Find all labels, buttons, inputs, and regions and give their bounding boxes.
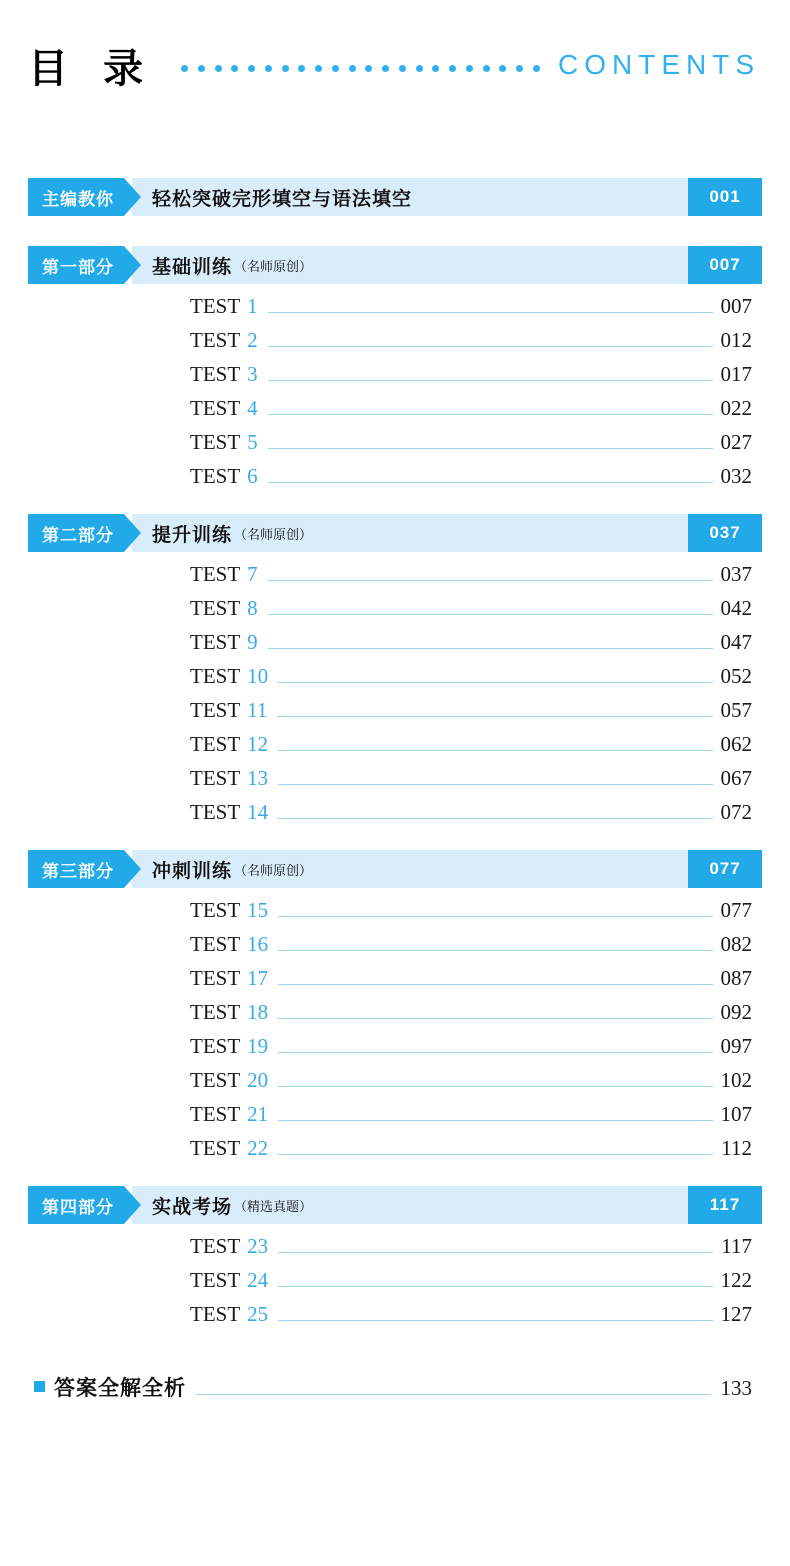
header-dot bbox=[516, 65, 523, 72]
toc-entry-leader bbox=[278, 682, 712, 683]
toc-entry-leader bbox=[278, 1320, 712, 1321]
toc-entry[interactable] bbox=[28, 630, 762, 664]
page-title: 目 录 bbox=[28, 46, 156, 91]
toc-entry-number: 7 bbox=[247, 562, 258, 586]
toc-entry-number: 6 bbox=[247, 464, 258, 488]
toc-entry-leader bbox=[268, 346, 713, 347]
section-banner-arrow bbox=[124, 850, 141, 888]
toc-entry-number: 1 bbox=[247, 294, 258, 318]
toc-entry-number: 13 bbox=[247, 766, 269, 790]
toc-entry[interactable] bbox=[28, 1136, 762, 1170]
section-entry-list bbox=[28, 888, 762, 1172]
toc-entry-page: 032 bbox=[720, 464, 752, 488]
toc-entry-number: 15 bbox=[247, 898, 269, 922]
toc-entry-page: 097 bbox=[720, 1034, 752, 1058]
toc-entry-page: 027 bbox=[720, 430, 752, 454]
toc-entry[interactable] bbox=[28, 596, 762, 630]
toc-entry-page: 107 bbox=[720, 1102, 752, 1126]
toc-entry-page: 012 bbox=[720, 328, 752, 352]
section-banner-body bbox=[132, 514, 688, 552]
toc-entry-number: 3 bbox=[247, 362, 258, 386]
section-banner-body bbox=[132, 850, 688, 888]
intro-banner-page: 001 bbox=[688, 178, 762, 216]
toc-entry-number: 16 bbox=[247, 932, 269, 956]
intro-banner[interactable] bbox=[28, 178, 762, 216]
toc-entry-page: 072 bbox=[720, 800, 752, 824]
section-banner-tag: 第三部分 bbox=[28, 850, 124, 888]
toc-entry-number: 19 bbox=[247, 1034, 269, 1058]
header-dot bbox=[181, 65, 188, 72]
toc-entry-leader bbox=[278, 1018, 712, 1019]
toc-entry-label: TEST bbox=[190, 800, 241, 824]
header-dot bbox=[349, 65, 356, 72]
section-banner-sub: （精选真题） bbox=[234, 1198, 313, 1214]
header-dot bbox=[382, 65, 389, 72]
toc-entry-label: TEST bbox=[190, 766, 241, 790]
header-dot bbox=[298, 65, 305, 72]
toc-entry-number: 11 bbox=[247, 698, 268, 722]
toc-entry-label: TEST bbox=[190, 630, 241, 654]
toc-entry-label: TEST bbox=[190, 596, 241, 620]
spacer bbox=[28, 216, 762, 246]
toc-entry-leader bbox=[268, 448, 713, 449]
toc-entry[interactable] bbox=[28, 1068, 762, 1102]
toc-entry[interactable] bbox=[28, 698, 762, 732]
toc-entry-label: TEST bbox=[190, 1102, 241, 1126]
toc-entry-label: TEST bbox=[190, 1302, 241, 1326]
toc-entry-label: TEST bbox=[190, 1034, 241, 1058]
section-banner-title: 提升训练 bbox=[152, 524, 233, 546]
section-banner-body bbox=[132, 1186, 688, 1224]
toc-entry[interactable] bbox=[28, 966, 762, 1000]
header-dot bbox=[231, 65, 238, 72]
toc-entry[interactable] bbox=[28, 932, 762, 966]
toc-entry-page: 127 bbox=[720, 1302, 752, 1326]
toc-entry[interactable] bbox=[28, 1268, 762, 1302]
intro-banner-title: 轻松突破完形填空与语法填空 bbox=[152, 188, 413, 210]
header-dot bbox=[533, 65, 540, 72]
toc-entry[interactable] bbox=[28, 1034, 762, 1068]
toc-entry-page: 102 bbox=[720, 1068, 752, 1092]
header-dot bbox=[483, 65, 490, 72]
toc-entry-page: 077 bbox=[720, 898, 752, 922]
toc-entry[interactable] bbox=[28, 1302, 762, 1336]
toc-entry-page: 082 bbox=[720, 932, 752, 956]
toc-entry-leader bbox=[278, 984, 712, 985]
toc-entry[interactable] bbox=[28, 464, 762, 498]
answers-entry-page: 133 bbox=[720, 1376, 752, 1400]
sections-container bbox=[28, 246, 762, 1344]
toc-entry[interactable] bbox=[28, 1000, 762, 1034]
section-banner-page: 037 bbox=[688, 514, 762, 552]
toc-entry-number: 23 bbox=[247, 1234, 269, 1258]
toc-entry-label: TEST bbox=[190, 698, 241, 722]
toc-entry-label: TEST bbox=[190, 562, 241, 586]
section-banner-body bbox=[132, 246, 688, 284]
toc-entry[interactable] bbox=[28, 362, 762, 396]
toc-entry-number: 8 bbox=[247, 596, 258, 620]
spacer bbox=[28, 836, 762, 850]
toc-entry-leader bbox=[278, 818, 712, 819]
page-header bbox=[0, 0, 790, 110]
header-dot bbox=[399, 65, 406, 72]
header-dot bbox=[248, 65, 255, 72]
square-bullet-icon bbox=[34, 1381, 45, 1392]
page-title-en: CONTENTS bbox=[558, 49, 760, 80]
toc-entry-leader bbox=[278, 916, 712, 917]
toc-entry-leader bbox=[278, 1120, 712, 1121]
toc-entry-leader bbox=[278, 1252, 713, 1253]
section-entry-list bbox=[28, 284, 762, 500]
intro-banner-body bbox=[132, 178, 688, 216]
toc-entry-number: 21 bbox=[247, 1102, 269, 1126]
toc-entry-label: TEST bbox=[190, 430, 241, 454]
header-dot bbox=[466, 65, 473, 72]
toc-entry-page: 017 bbox=[720, 362, 752, 386]
toc-entry-label: TEST bbox=[190, 1068, 241, 1092]
toc-entry[interactable] bbox=[28, 766, 762, 800]
toc-entry[interactable] bbox=[28, 430, 762, 464]
toc-entry-page: 022 bbox=[720, 396, 752, 420]
toc-entry[interactable] bbox=[28, 396, 762, 430]
section-banner-page: 117 bbox=[688, 1186, 762, 1224]
toc-entry-label: TEST bbox=[190, 932, 241, 956]
toc-entry-number: 14 bbox=[247, 800, 269, 824]
header-dot-rule bbox=[181, 59, 540, 72]
toc-entry[interactable] bbox=[28, 664, 762, 698]
header-dot bbox=[315, 65, 322, 72]
toc-entry[interactable] bbox=[28, 732, 762, 766]
toc-entry-number: 2 bbox=[247, 328, 258, 352]
section-banner-arrow bbox=[124, 514, 141, 552]
toc-entry-label: TEST bbox=[190, 328, 241, 352]
toc-entry-leader bbox=[278, 1154, 713, 1155]
toc-entry-page: 117 bbox=[721, 1234, 752, 1258]
intro-banner-tag: 主编教你 bbox=[28, 178, 124, 216]
toc-entry[interactable] bbox=[28, 328, 762, 362]
section-banner-arrow bbox=[124, 246, 141, 284]
spacer bbox=[28, 1172, 762, 1186]
toc-entry-page: 057 bbox=[720, 698, 752, 722]
toc-entry-leader bbox=[278, 750, 712, 751]
section-banner[interactable] bbox=[28, 514, 762, 552]
answers-entry[interactable] bbox=[28, 1344, 762, 1402]
toc-entry-label: TEST bbox=[190, 1136, 241, 1160]
toc-entry[interactable] bbox=[28, 1234, 762, 1268]
toc-entry-label: TEST bbox=[190, 464, 241, 488]
header-dot bbox=[449, 65, 456, 72]
toc-entry[interactable] bbox=[28, 1102, 762, 1136]
toc-entry-page: 007 bbox=[720, 294, 752, 318]
toc-entry-leader bbox=[268, 312, 713, 313]
toc-entry-number: 4 bbox=[247, 396, 258, 420]
toc-entry-page: 092 bbox=[720, 1000, 752, 1024]
toc-entry-number: 9 bbox=[247, 630, 258, 654]
toc-entry-number: 24 bbox=[247, 1268, 269, 1292]
section-banner-sub: （名师原创） bbox=[234, 258, 313, 274]
section-banner-title: 基础训练 bbox=[152, 256, 233, 278]
toc-entry[interactable] bbox=[28, 898, 762, 932]
toc-entry-label: TEST bbox=[190, 732, 241, 756]
section-banner-tag: 第四部分 bbox=[28, 1186, 124, 1224]
section-banner[interactable] bbox=[28, 246, 762, 284]
spacer bbox=[28, 500, 762, 514]
section-banner[interactable] bbox=[28, 850, 762, 888]
toc-entry-leader bbox=[278, 1086, 712, 1087]
header-dot bbox=[265, 65, 272, 72]
intro-banner-arrow bbox=[124, 178, 141, 216]
toc-entry-page: 052 bbox=[720, 664, 752, 688]
header-dot bbox=[432, 65, 439, 72]
toc-entry-number: 5 bbox=[247, 430, 258, 454]
header-dot bbox=[215, 65, 222, 72]
toc-entry-label: TEST bbox=[190, 966, 241, 990]
toc-entry-page: 087 bbox=[720, 966, 752, 990]
section-banner-tag: 第一部分 bbox=[28, 246, 124, 284]
toc-entry-leader bbox=[268, 482, 713, 483]
section-banner-arrow bbox=[124, 1186, 141, 1224]
toc-entry-page: 122 bbox=[720, 1268, 752, 1292]
section-entry-list bbox=[28, 552, 762, 836]
toc-entry-leader bbox=[268, 614, 713, 615]
section-entry-list bbox=[28, 1224, 762, 1338]
section-banner-tag: 第二部分 bbox=[28, 514, 124, 552]
header-dot bbox=[282, 65, 289, 72]
toc-entry-label: TEST bbox=[190, 1000, 241, 1024]
toc-entry-leader bbox=[268, 414, 713, 415]
answers-entry-label: 答案全解全析 bbox=[54, 1377, 186, 1400]
toc-entry-leader bbox=[278, 950, 712, 951]
section-banner-page: 007 bbox=[688, 246, 762, 284]
toc-entry-page: 047 bbox=[720, 630, 752, 654]
toc-entry-number: 17 bbox=[247, 966, 269, 990]
section-banner[interactable] bbox=[28, 1186, 762, 1224]
header-dot bbox=[499, 65, 506, 72]
toc-entry-label: TEST bbox=[190, 664, 241, 688]
toc-content bbox=[0, 110, 790, 1402]
header-dot bbox=[198, 65, 205, 72]
toc-entry-leader bbox=[268, 380, 713, 381]
section-banner-sub: （名师原创） bbox=[234, 526, 313, 542]
toc-entry[interactable] bbox=[28, 562, 762, 596]
header-dot bbox=[416, 65, 423, 72]
toc-entry[interactable] bbox=[28, 800, 762, 834]
section-banner-title: 实战考场 bbox=[152, 1196, 233, 1218]
toc-entry-number: 12 bbox=[247, 732, 269, 756]
toc-entry-leader bbox=[268, 648, 713, 649]
toc-entry-label: TEST bbox=[190, 396, 241, 420]
toc-entry-label: TEST bbox=[190, 362, 241, 386]
header-dot bbox=[332, 65, 339, 72]
toc-entry[interactable] bbox=[28, 294, 762, 328]
section-banner-sub: （名师原创） bbox=[234, 862, 313, 878]
toc-entry-page: 062 bbox=[720, 732, 752, 756]
toc-entry-number: 20 bbox=[247, 1068, 269, 1092]
toc-entry-leader bbox=[277, 716, 712, 717]
answers-entry-leader bbox=[196, 1394, 711, 1395]
toc-entry-number: 22 bbox=[247, 1136, 269, 1160]
section-banner-title: 冲刺训练 bbox=[152, 860, 233, 882]
toc-entry-number: 25 bbox=[247, 1302, 269, 1326]
toc-entry-page: 042 bbox=[720, 596, 752, 620]
toc-entry-number: 18 bbox=[247, 1000, 269, 1024]
header-dot bbox=[365, 65, 372, 72]
toc-entry-page: 112 bbox=[721, 1136, 752, 1160]
toc-entry-leader bbox=[278, 784, 712, 785]
toc-entry-leader bbox=[268, 580, 713, 581]
toc-entry-label: TEST bbox=[190, 1268, 241, 1292]
toc-entry-number: 10 bbox=[247, 664, 269, 688]
toc-entry-label: TEST bbox=[190, 898, 241, 922]
section-banner-page: 077 bbox=[688, 850, 762, 888]
toc-entry-leader bbox=[278, 1052, 712, 1053]
toc-entry-leader bbox=[278, 1286, 712, 1287]
toc-entry-page: 037 bbox=[720, 562, 752, 586]
toc-entry-page: 067 bbox=[720, 766, 752, 790]
toc-entry-label: TEST bbox=[190, 294, 241, 318]
toc-entry-label: TEST bbox=[190, 1234, 241, 1258]
